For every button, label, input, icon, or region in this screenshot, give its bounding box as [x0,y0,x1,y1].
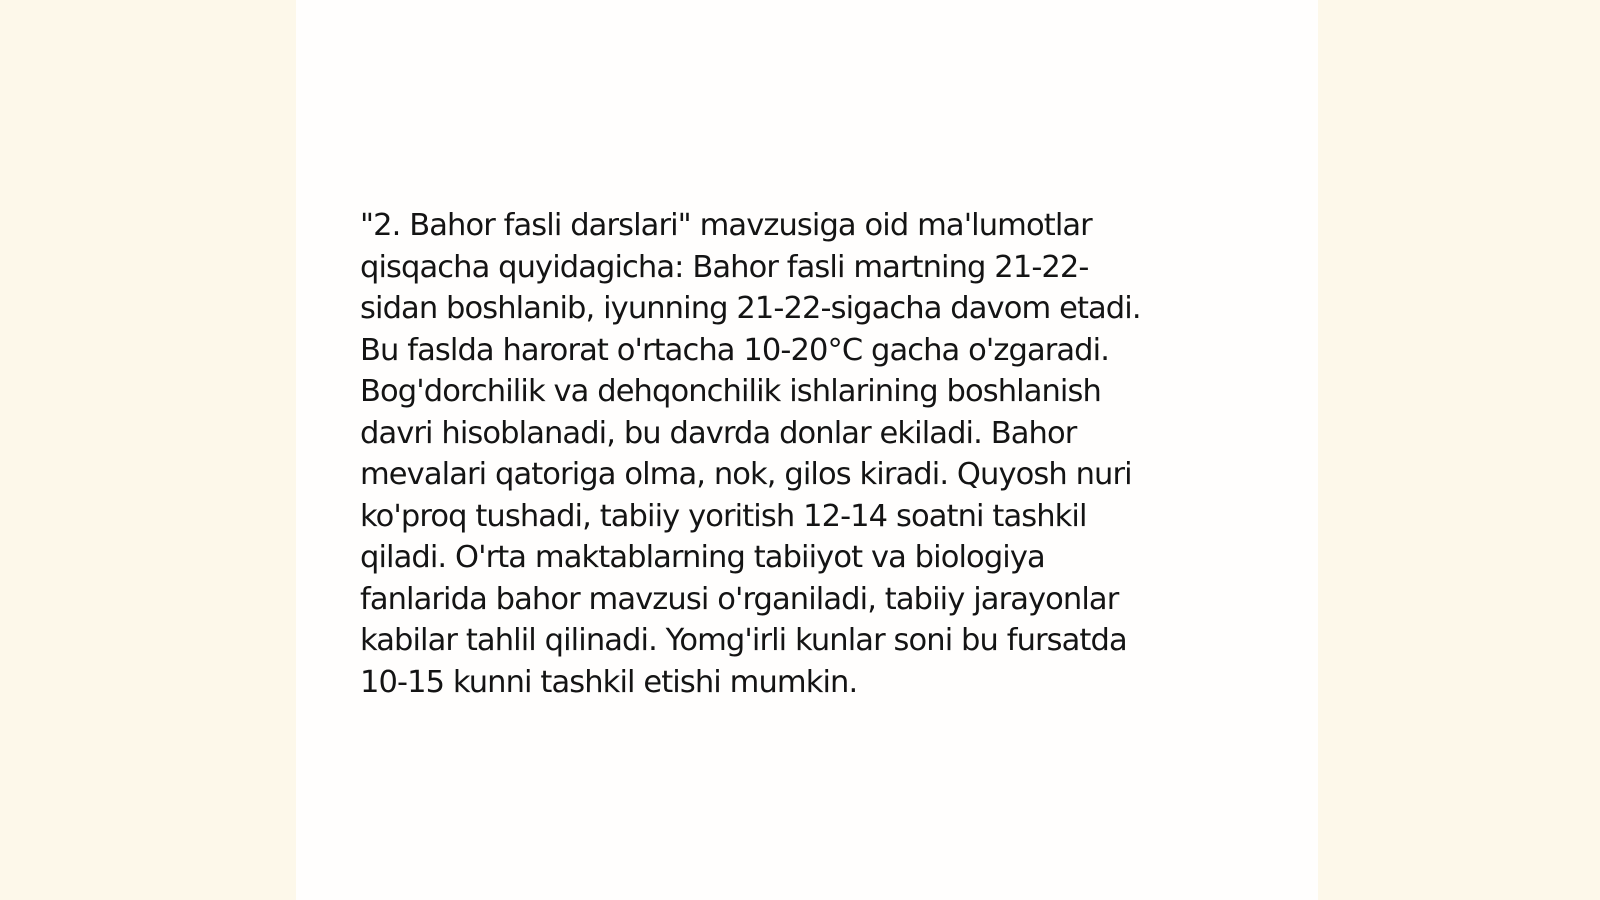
body-paragraph: "2. Bahor fasli darslari" mavzusiga oid ma'lumotlar qisqacha quyidagicha: Bahor fasli martning 21-22- sidan boshlanib, iyunning 21-22-sigacha davom etadi. Bu faslda harorat o'rtacha 10-20°C gacha o'zgaradi. Bog'dorchilik va dehqonchilik ishlarining boshlanish davri hisoblanadi, bu davrda donlar ekiladi. Bahor mevalari qatoriga olma, nok, gilos kiradi. Quyosh nuri ko'proq tushadi, tabiiy yoritish 12-14 soatni tashkil qiladi. O'rta maktablarning tabiiyot va biologiya fanlarida bahor mavzusi o'rganiladi, tabiiy jarayonlar kabilar tahlil qilinadi. Yomg'irli kunlar soni bu fursatda 10-15 kunni tashkil etishi mumkin. [360,208,1141,700]
document-page [296,0,1318,900]
